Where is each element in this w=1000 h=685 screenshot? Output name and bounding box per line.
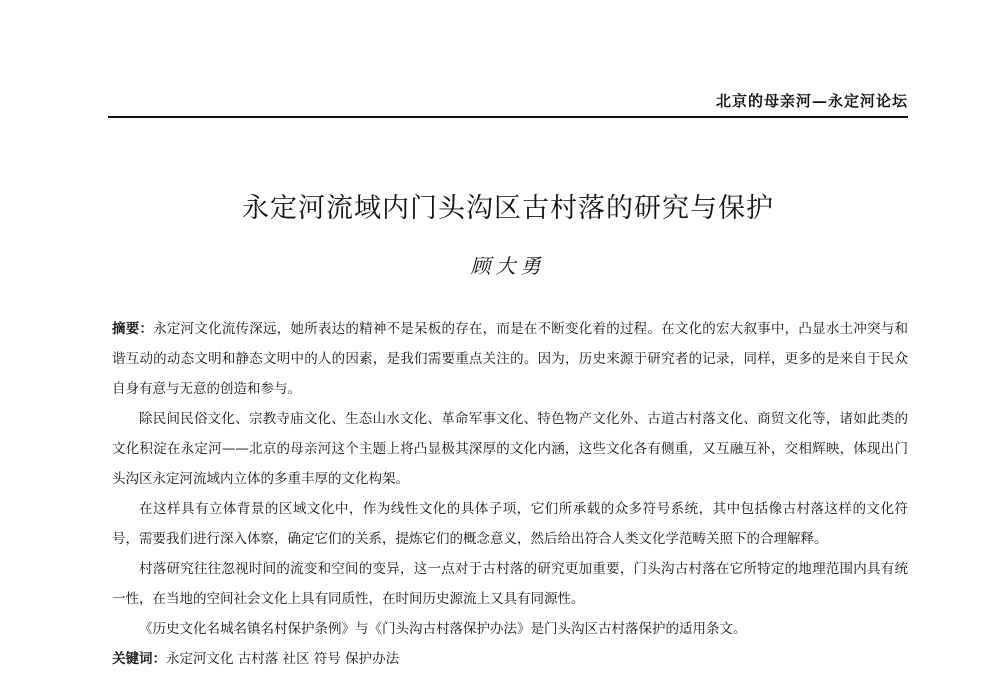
keywords-text: 永定河文化 古村落 社区 符号 保护办法: [166, 651, 400, 667]
paragraph-4: 《历史文化名城名镇名村保护条例》与《门头沟古村落保护办法》是门头沟区古村落保护的适用条文。: [139, 621, 747, 637]
keywords: [112, 644, 908, 674]
header-rule: [108, 116, 908, 118]
paragraph-1: 除民间民俗文化、宗教寺庙文化、生态山水文化、革命军事文化、特色物产文化外、古道古村落文化、商贸文化等，诸如此类的文化积淀在永定河——北京的母亲河这个主题上将凸显极其深厚的文化内涵，这些文化各有侧重，又互融互补，交相辉映，体现出门头沟区永定河流域内立体的多重丰厚的文化构架。: [112, 411, 908, 487]
running-header: 北京的母亲河—永定河论坛: [715, 92, 908, 110]
article-title: 永定河流域内门头沟区古村落的研究与保护: [242, 193, 774, 224]
paragraph-3: 村落研究往往忽视时间的流变和空间的变异，这一点对于古村落的研究更加重要，门头沟古村落在它所特定的地理范围内具有统一性，在当地的空间社会文化上具有同质性，在时间历史源流上又具有同源性。: [112, 561, 908, 607]
article-author: 顾大勇: [470, 254, 546, 278]
abstract-text: 永定河文化流传深远，她所表达的精神不是呆板的存在，而是在不断变化着的过程。在文化的宏大叙事中，凸显水土冲突与和谐互动的动态文明和静态文明中的人的因素，是我们需要重点关注的。因为，历史来源于研究者的记录，同样，更多的是来自于民众自身有意与无意的创造和参与。: [112, 321, 909, 397]
keywords-label: 关键词：: [112, 651, 166, 667]
article-body: [112, 314, 908, 674]
abstract-label: 摘要：: [112, 321, 154, 337]
paragraph-2: 在这样具有立体背景的区域文化中，作为线性文化的具体子项，它们所承载的众多符号系统，其中包括像古村落这样的文化符号，需要我们进行深入体察，确定它们的关系，提炼它们的概念意义，然后给出符合人类文化学范畴关照下的合理解释。: [112, 501, 908, 547]
abstract: [112, 314, 908, 404]
